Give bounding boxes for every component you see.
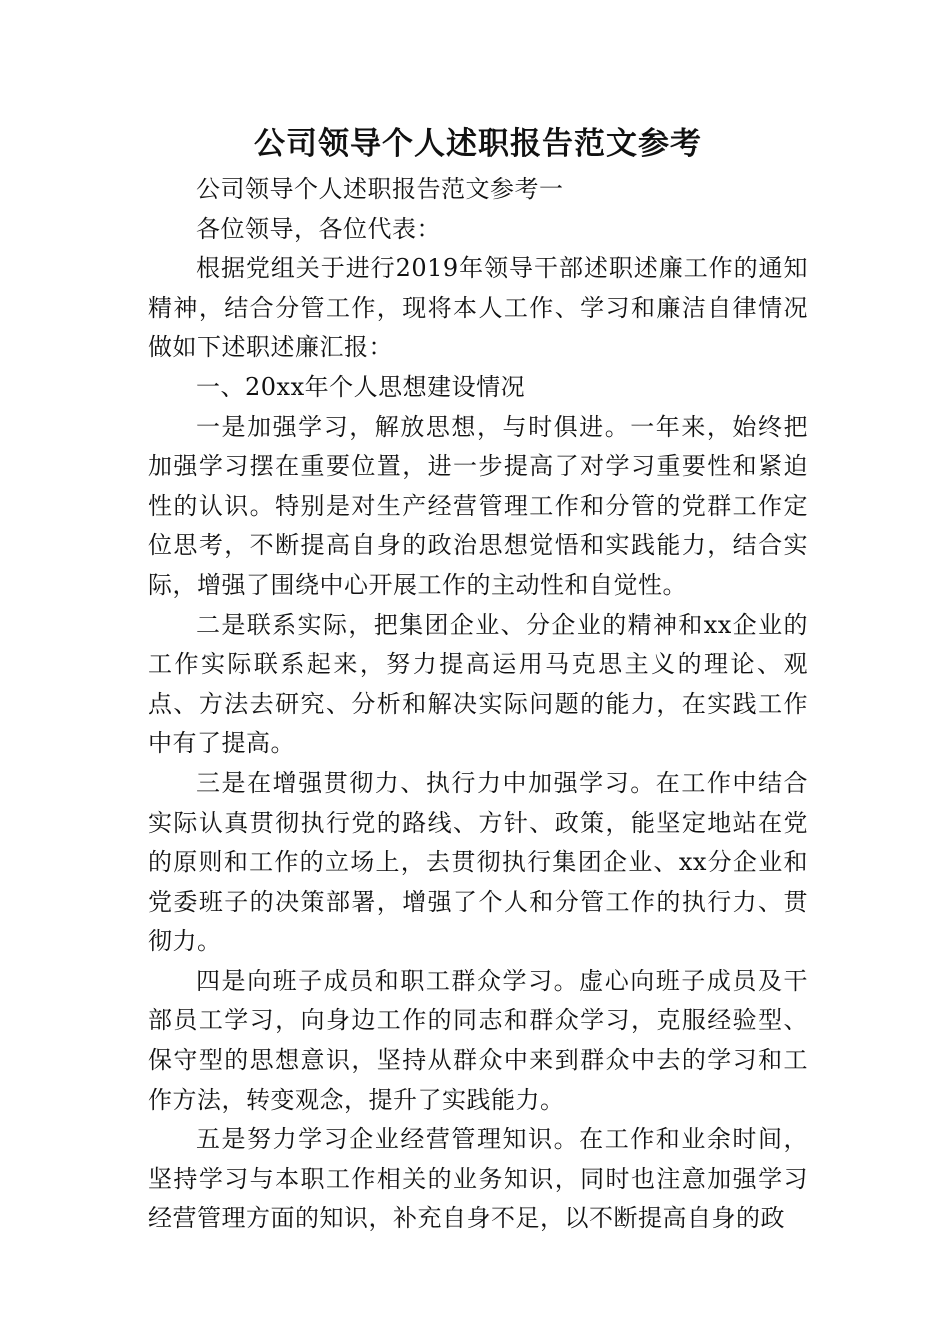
section-heading: 一、20xx年个人思想建设情况 [196, 372, 526, 401]
paragraph-point-1: 一是加强学习，解放思想，与时俱进。一年来，始终把加强学习摆在重要位置，进一步提高了对学习重要性和紧迫性的认识。特别是对生产经营管理工作和分管的党群工作定位思考，不断提高自身的政治思想觉悟和实践能力，结合实际，增强了围绕中心开展工作的主动性和自觉性。 [148, 412, 808, 599]
paragraph-salutation: 各位领导，各位代表： [196, 214, 441, 243]
paragraph-subtitle: 公司领导个人述职报告范文参考一 [196, 175, 564, 203]
paragraph-intro: 根据党组关于进行2019年领导干部述职述廉工作的通知精神，结合分管工作，现将本人工作、学习和廉洁自律情况做如下述职述廉汇报： [148, 254, 808, 362]
document-title: 公司领导个人述职报告范文参考 [254, 126, 702, 162]
paragraph-point-3: 三是在增强贯彻力、执行力中加强学习。在工作中结合实际认真贯彻执行党的路线、方针、政策，能坚定地站在党的原则和工作的立场上，去贯彻执行集团企业、xx分企业和党委班子的决策部署，增强了个人和分管工作的执行力、贯彻力。 [148, 768, 808, 956]
document-page [148, 118, 808, 1239]
paragraph-point-2: 二是联系实际，把集团企业、分企业的精神和xx企业的工作实际联系起来，努力提高运用马克思主义的理论、观点、方法去研究、分析和解决实际问题的能力，在实践工作中有了提高。 [148, 610, 808, 758]
paragraph-point-5: 五是努力学习企业经营管理知识。在工作和业余时间，坚持学习与本职工作相关的业务知识，同时也注意加强学习经营管理方面的知识，补充自身不足，以不断提高自身的政 [148, 1125, 808, 1233]
paragraph-point-4: 四是向班子成员和职工群众学习。虚心向班子成员及干部员工学习，向身边工作的同志和群众学习，克服经验型、保守型的思想意识，坚持从群众中来到群众中去的学习和工作方法，转变观念，提升了实践能力。 [148, 966, 808, 1114]
